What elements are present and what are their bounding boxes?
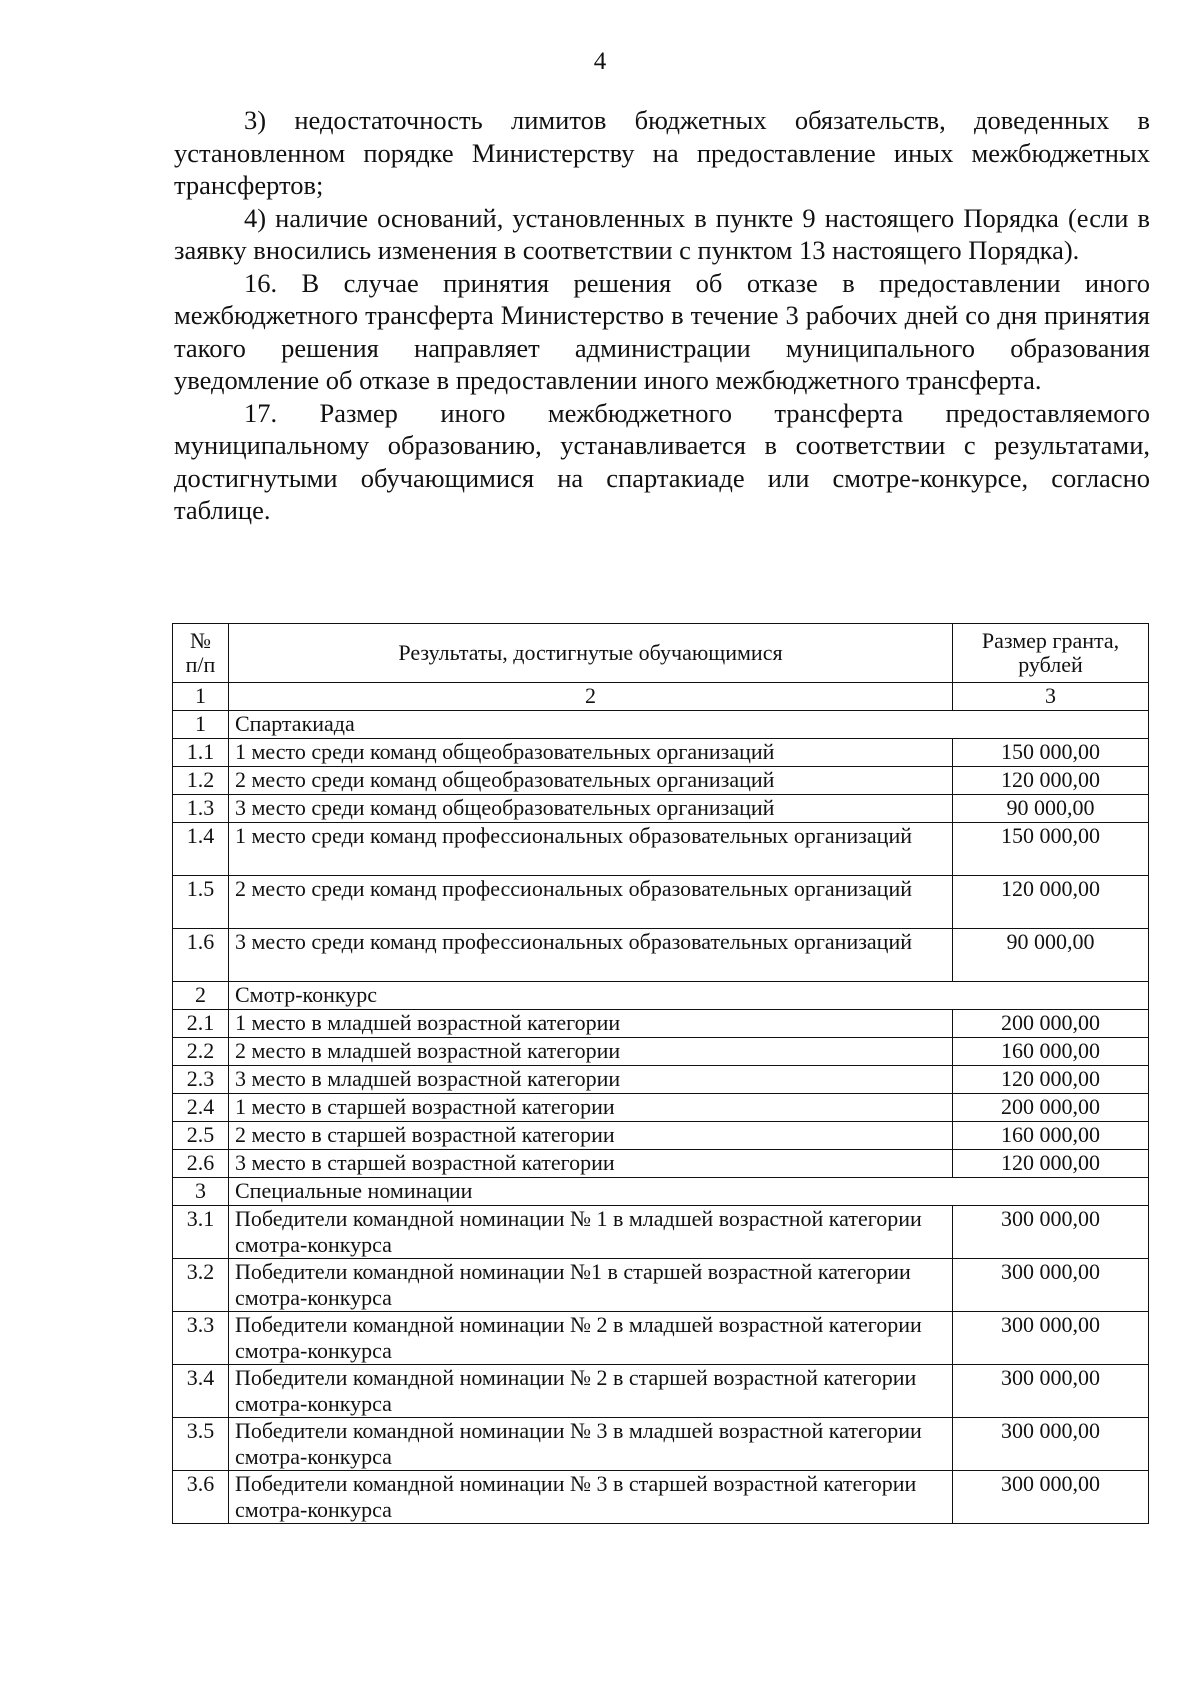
row-number: 3	[173, 1178, 229, 1206]
table-section-row	[173, 711, 1149, 739]
header-amount: Размер гранта, рублей	[953, 624, 1149, 683]
row-number: 3.3	[173, 1312, 229, 1365]
table-row	[173, 795, 1149, 823]
row-number: 1.5	[173, 876, 229, 929]
table-section-row	[173, 982, 1149, 1010]
row-amount: 200 000,00	[953, 1010, 1149, 1038]
table-row	[173, 1066, 1149, 1094]
row-amount: 300 000,00	[953, 1418, 1149, 1471]
table-row	[173, 1122, 1149, 1150]
row-amount: 160 000,00	[953, 1122, 1149, 1150]
paragraph-item-3: 3) недостаточность лимитов бюджетных обязательств, доведенных в установленном порядке Министерству на предоставление иных межбюджетных трансфертов;	[174, 105, 1150, 200]
row-amount: 120 000,00	[953, 1150, 1149, 1178]
row-number: 1	[173, 711, 229, 739]
row-amount: 150 000,00	[953, 823, 1149, 876]
header-result: Результаты, достигнутые обучающимися	[229, 624, 953, 683]
row-number: 1.4	[173, 823, 229, 876]
table-row	[173, 767, 1149, 795]
row-amount: 300 000,00	[953, 1365, 1149, 1418]
row-amount: 90 000,00	[953, 929, 1149, 982]
row-result: Победители командной номинации № 1 в младшей возрастной категории смотра-конкурса	[229, 1206, 953, 1259]
row-number: 3.4	[173, 1365, 229, 1418]
row-amount: 120 000,00	[953, 767, 1149, 795]
row-result: Победители командной номинации № 2 в старшей возрастной категории смотра-конкурса	[229, 1365, 953, 1418]
table-row	[173, 1206, 1149, 1259]
row-result: Победители командной номинации № 3 в младшей возрастной категории смотра-конкурса	[229, 1418, 953, 1471]
column-number: 3	[953, 683, 1149, 711]
row-result: 3 место в младшей возрастной категории	[229, 1066, 953, 1094]
row-result: 3 место среди команд профессиональных образовательных организаций	[229, 929, 953, 982]
row-amount: 160 000,00	[953, 1038, 1149, 1066]
row-number: 3.1	[173, 1206, 229, 1259]
table-row	[173, 1365, 1149, 1418]
table-row	[173, 1259, 1149, 1312]
row-number: 2.6	[173, 1150, 229, 1178]
row-amount: 120 000,00	[953, 876, 1149, 929]
row-amount: 300 000,00	[953, 1312, 1149, 1365]
row-number: 3.5	[173, 1418, 229, 1471]
table-row	[173, 1094, 1149, 1122]
row-amount: 120 000,00	[953, 1066, 1149, 1094]
table-row	[173, 1150, 1149, 1178]
table-row	[173, 1471, 1149, 1524]
row-number: 3.6	[173, 1471, 229, 1524]
row-number: 2.1	[173, 1010, 229, 1038]
row-number: 2.4	[173, 1094, 229, 1122]
table-row	[173, 876, 1149, 929]
row-number: 2.5	[173, 1122, 229, 1150]
paragraph-17: 17. Размер иного межбюджетного трансферта предоставляемого муниципальному образованию, устанавливается в соответствии с результатами, достигнутыми обучающимися на спартакиаде или смотре-конкурсе, согласно таблице.	[174, 397, 1150, 525]
row-result: 2 место среди команд профессиональных образовательных организаций	[229, 876, 953, 929]
column-number: 2	[229, 683, 953, 711]
paragraph-item-4: 4) наличие оснований, установленных в пункте 9 настоящего Порядка (если в заявку вносились изменения в соответствии с пунктом 13 настоящего Порядка).	[174, 202, 1150, 265]
paragraph-16: 16. В случае принятия решения об отказе в предоставлении иного межбюджетного трансферта Министерство в течение 3 рабочих дней со дня принятия такого решения направляет администрации муниципального образования уведомление об отказе в предоставлении иного межбюджетного трансферта.	[174, 267, 1150, 395]
page-number: 4	[593, 48, 607, 75]
row-amount: 200 000,00	[953, 1094, 1149, 1122]
row-result: 1 место в младшей возрастной категории	[229, 1010, 953, 1038]
table-row	[173, 823, 1149, 876]
row-amount: 300 000,00	[953, 1206, 1149, 1259]
table-row	[173, 1312, 1149, 1365]
row-number: 2.3	[173, 1066, 229, 1094]
row-number: 1.1	[173, 739, 229, 767]
table-row	[173, 929, 1149, 982]
column-number-row	[173, 683, 1149, 711]
table-header-row	[173, 624, 1149, 683]
grant-table	[172, 623, 1149, 1524]
row-number: 3.2	[173, 1259, 229, 1312]
row-result: 2 место среди команд общеобразовательных организаций	[229, 767, 953, 795]
table-body	[173, 711, 1149, 1524]
row-amount: 300 000,00	[953, 1471, 1149, 1524]
row-result: Победители командной номинации № 3 в старшей возрастной категории смотра-конкурса	[229, 1471, 953, 1524]
section-title: Специальные номинации	[229, 1178, 1149, 1206]
row-number: 1.6	[173, 929, 229, 982]
table-row	[173, 1038, 1149, 1066]
row-result: 3 место среди команд общеобразовательных организаций	[229, 795, 953, 823]
row-result: Победители командной номинации № 2 в младшей возрастной категории смотра-конкурса	[229, 1312, 953, 1365]
table-row	[173, 1418, 1149, 1471]
row-result: Победители командной номинации №1 в старшей возрастной категории смотра-конкурса	[229, 1259, 953, 1312]
header-num: № п/п	[173, 624, 229, 683]
table-row	[173, 1010, 1149, 1038]
body-text	[174, 104, 1150, 527]
row-number: 1.2	[173, 767, 229, 795]
row-amount: 300 000,00	[953, 1259, 1149, 1312]
row-number: 1.3	[173, 795, 229, 823]
row-number: 2.2	[173, 1038, 229, 1066]
row-number: 2	[173, 982, 229, 1010]
column-number: 1	[173, 683, 229, 711]
row-result: 3 место в старшей возрастной категории	[229, 1150, 953, 1178]
row-amount: 150 000,00	[953, 739, 1149, 767]
row-result: 1 место среди команд общеобразовательных организаций	[229, 739, 953, 767]
row-result: 1 место среди команд профессиональных образовательных организаций	[229, 823, 953, 876]
table-section-row	[173, 1178, 1149, 1206]
row-result: 1 место в старшей возрастной категории	[229, 1094, 953, 1122]
row-result: 2 место в старшей возрастной категории	[229, 1122, 953, 1150]
row-result: 2 место в младшей возрастной категории	[229, 1038, 953, 1066]
section-title: Смотр-конкурс	[229, 982, 1149, 1010]
row-amount: 90 000,00	[953, 795, 1149, 823]
section-title: Спартакиада	[229, 711, 1149, 739]
table-row	[173, 739, 1149, 767]
